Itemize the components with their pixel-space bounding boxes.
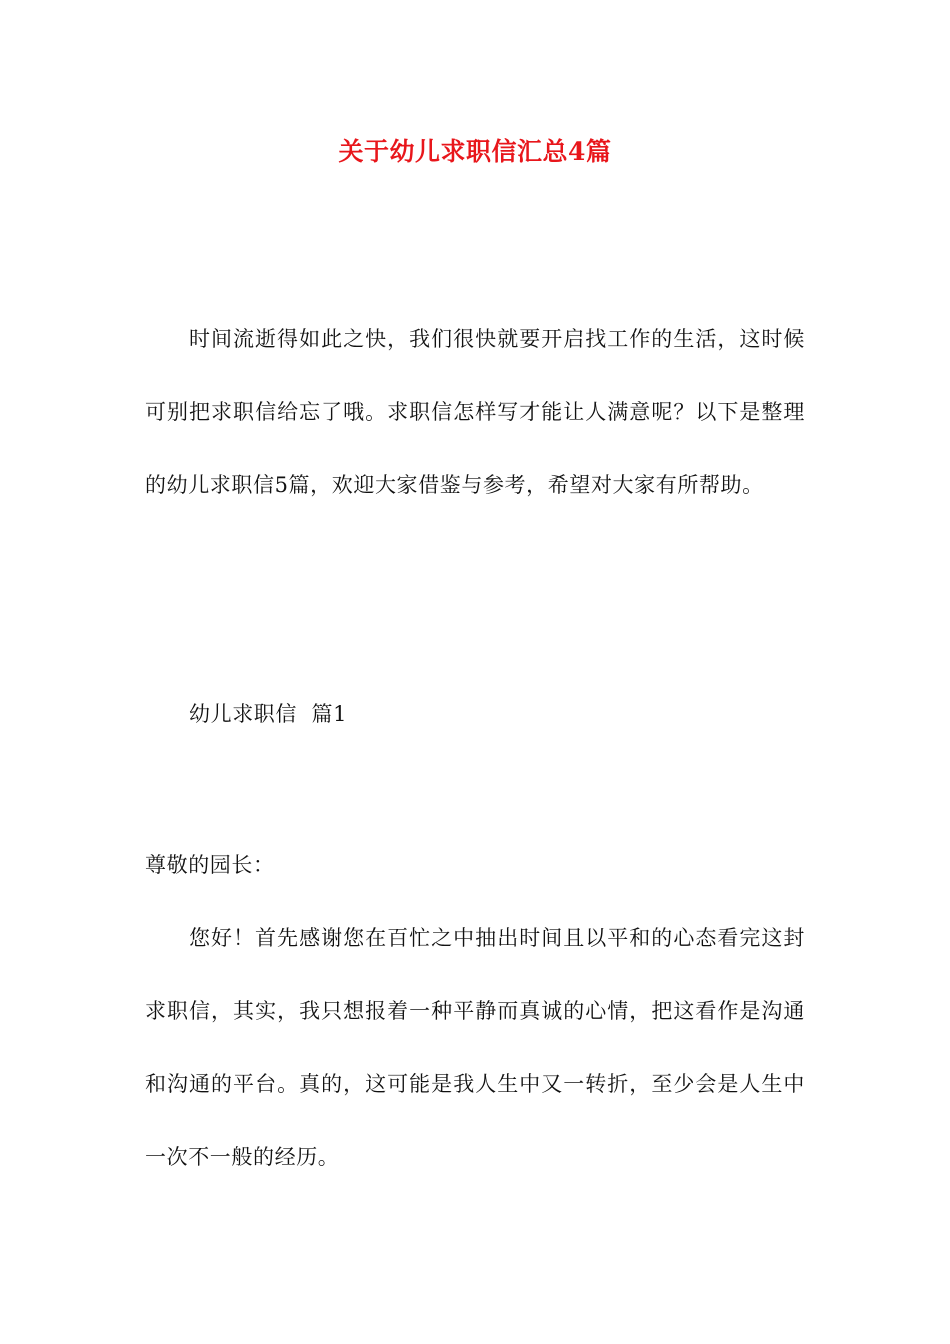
intro-paragraph: 时间流逝得如此之快，我们很快就要开启找工作的生活，这时候可别把求职信给忘了哦。求职信怎样写才能让人满意呢？以下是整理的幼儿求职信5篇，欢迎大家借鉴与参考，希望对大家有所帮助。 [145,327,805,497]
document-title: 关于幼儿求职信汇总4篇 [338,137,612,166]
section-heading: 幼儿求职信 篇1 [189,702,348,726]
letter-paragraph: 您好！首先感谢您在百忙之中抽出时间且以平和的心态看完这封求职信，其实，我只想报着一种平静而真诚的心情，把这看作是沟通和沟通的平台。真的，这可能是我人生中又一转折，至少会是人生中一次不一般的经历。 [145,926,805,1169]
letter-salutation: 尊敬的园长： [145,853,275,877]
